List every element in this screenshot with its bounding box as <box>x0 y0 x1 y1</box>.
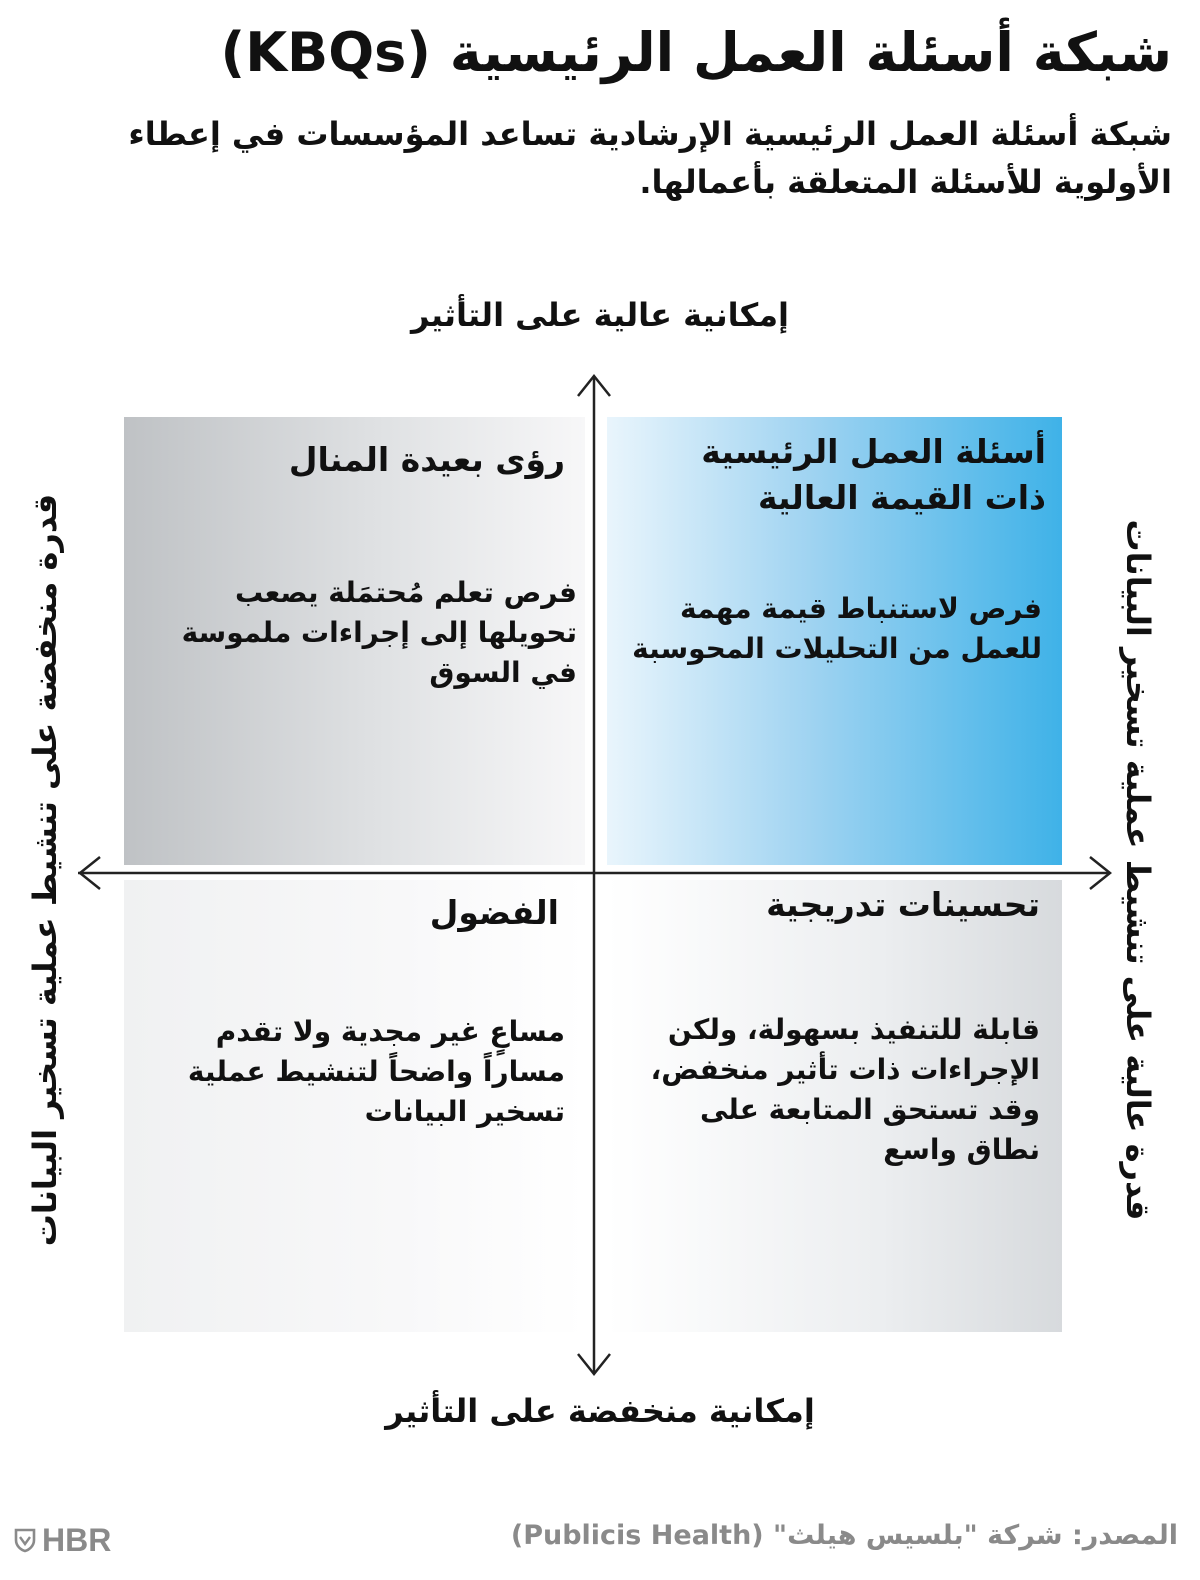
quadrant-title: الفضول <box>429 893 559 932</box>
page-subtitle: شبكة أسئلة العمل الرئيسية الإرشادية تساعد المؤسسات في إعطاء الأولوية للأسئلة المتعلقة بأعمالها. <box>128 115 1172 201</box>
source-credit: المصدر: شركة "بلسيس هيلث" (Publicis Health) <box>510 1520 1178 1551</box>
hbr-logo <box>14 1520 111 1560</box>
axis-label-high-activation: قدرة عالية على تنشيط عملية تسخير البيانات <box>1119 519 1157 1221</box>
page-title: شبكة أسئلة العمل الرئيسية (KBQs) <box>220 21 1172 84</box>
shield-icon <box>14 1527 36 1553</box>
quadrant-description: قابلة للتنفيذ بسهولة، ولكن الإجراءات ذات تأثير منخفض، وقد تستحق المتابعة على نطاق واسع <box>650 1013 1040 1166</box>
quadrant-description: مساعٍ غير مجدية ولا تقدم مساراً واضحاً لتنشيط عملية تسخير البيانات <box>187 1015 565 1128</box>
quadrant-title: تحسينات تدريجية <box>766 885 1040 924</box>
quadrant-title: رؤى بعيدة المنال <box>288 440 565 479</box>
logo-text: HBR <box>42 1521 112 1558</box>
quadrant-title: أسئلة العمل الرئيسية ذات القيمة العالية <box>701 432 1046 517</box>
quadrant-description: فرص لاستنباط قيمة مهمة للعمل من التحليلات المحوسبة <box>632 592 1042 665</box>
axis-label-low-impact: إمكانية منخفضة على التأثير <box>385 1392 815 1430</box>
axis-label-low-activation: قدرة منخفضة على تنشيط عملية تسخير البيانات <box>26 493 64 1247</box>
quadrant-description: فرص تعلم مُحتمَلة يصعب تحويلها إلى إجراءات ملموسة في السوق <box>181 576 577 689</box>
axis-label-high-impact: إمكانية عالية على التأثير <box>410 296 789 334</box>
